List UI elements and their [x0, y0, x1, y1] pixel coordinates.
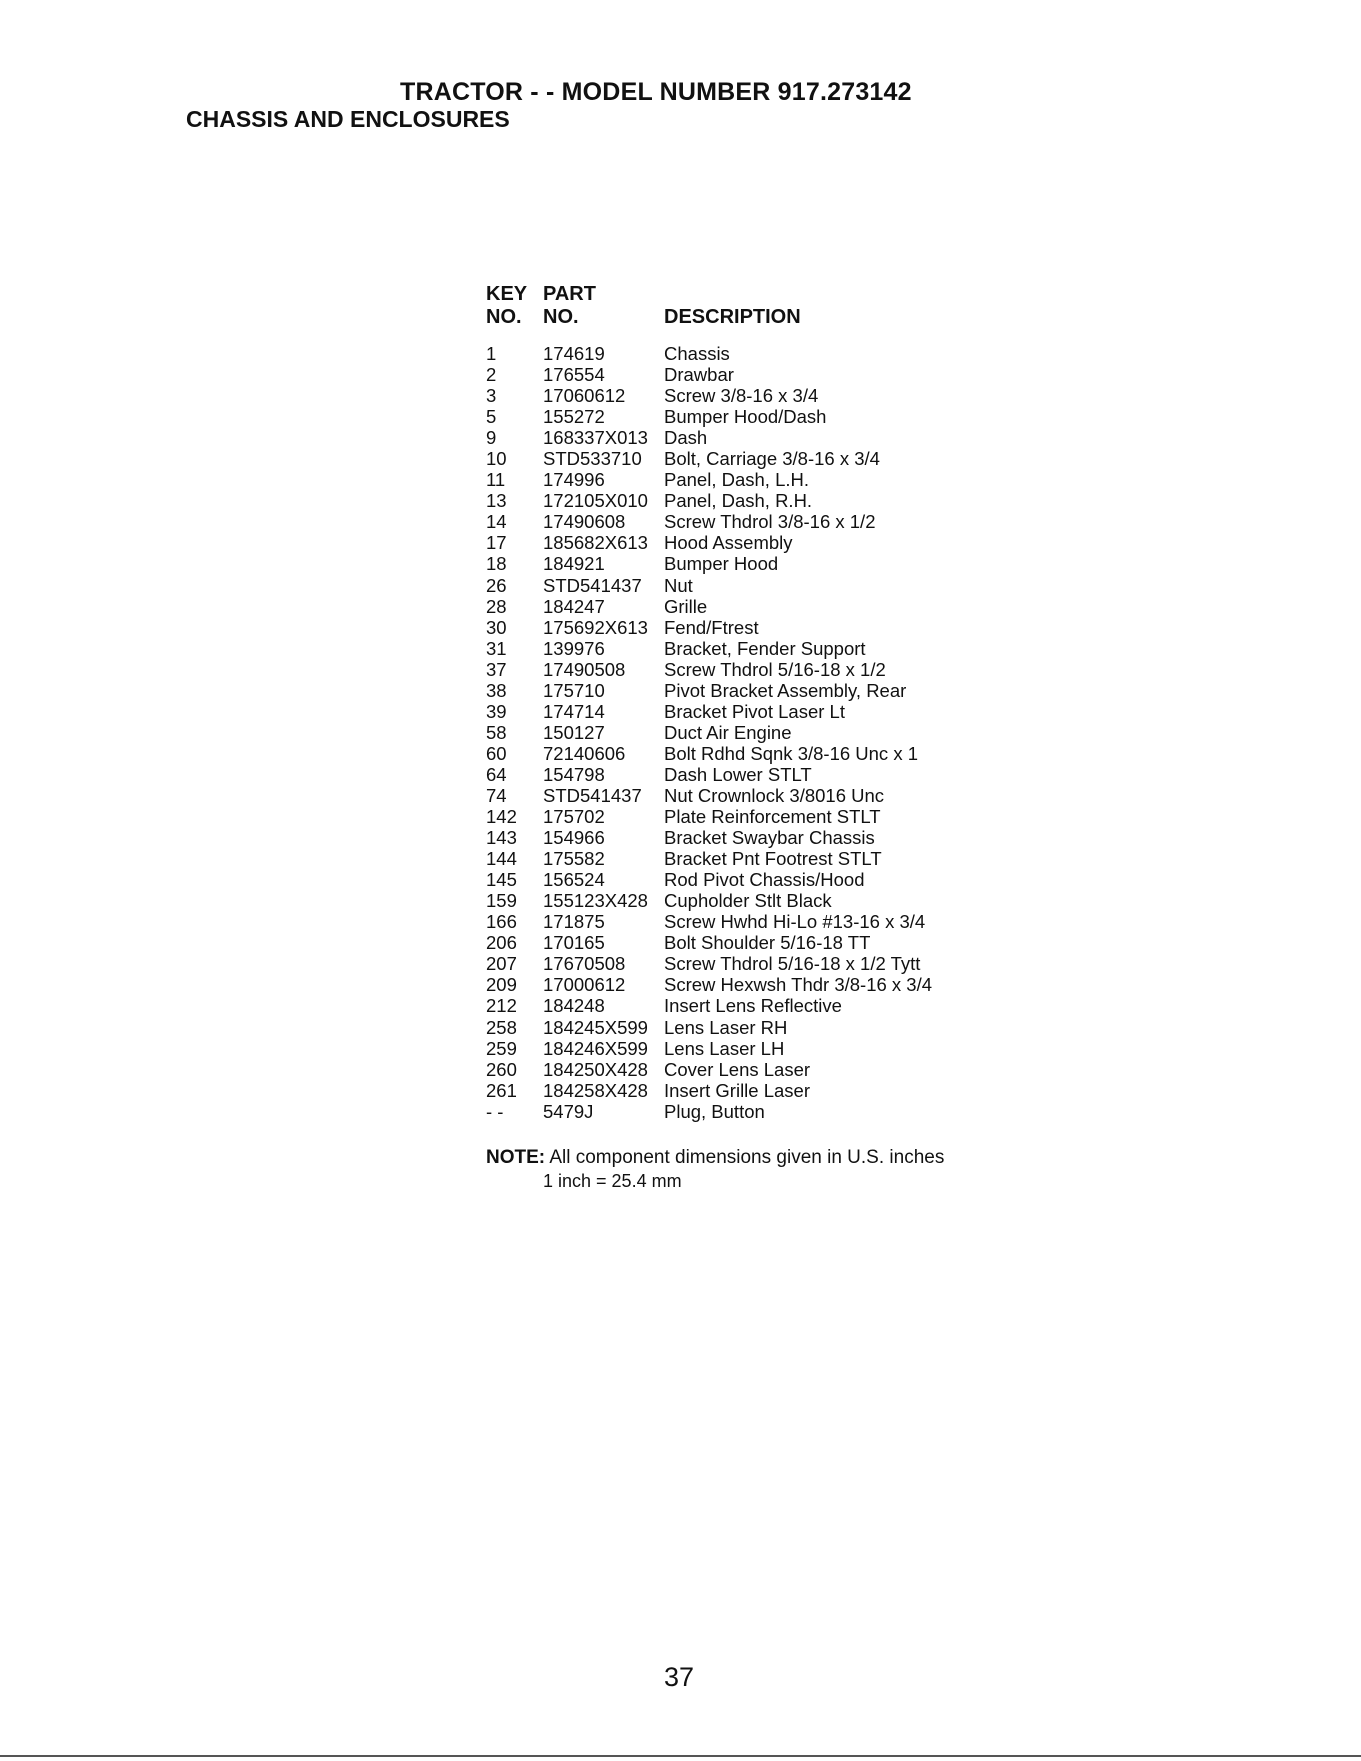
- key-no: 17: [486, 532, 507, 554]
- key-no: 64: [486, 763, 507, 785]
- part-no: 175702: [543, 806, 605, 828]
- part-description: Panel, Dash, L.H.: [664, 469, 809, 491]
- part-no: 184247: [543, 595, 605, 617]
- part-no: STD533710: [543, 448, 642, 470]
- part-no: 184245X599: [543, 1016, 648, 1038]
- column-header-part-line2: NO.: [543, 306, 579, 328]
- key-no: 30: [486, 616, 507, 638]
- part-no: 155272: [543, 406, 605, 428]
- key-no: 166: [486, 911, 517, 933]
- key-no: 212: [486, 995, 517, 1017]
- part-no: 171875: [543, 911, 605, 933]
- part-no: 17670508: [543, 953, 626, 975]
- key-no: 18: [486, 553, 507, 575]
- key-no: 259: [486, 1037, 517, 1059]
- part-no: 175692X613: [543, 616, 648, 638]
- key-no: 209: [486, 974, 517, 996]
- part-description: Bracket Pivot Laser Lt: [664, 700, 845, 722]
- key-no: 1: [486, 343, 497, 364]
- part-no: 184258X428: [543, 1079, 648, 1101]
- part-no: 17490608: [543, 511, 626, 533]
- part-description: Dash Lower STLT: [664, 763, 812, 785]
- page-title: TRACTOR - - MODEL NUMBER 917.273142: [400, 78, 912, 106]
- key-no: 26: [486, 574, 507, 596]
- key-no: 145: [486, 869, 517, 891]
- part-description: Bolt, Carriage 3/8-16 x 3/4: [664, 448, 880, 470]
- part-no: 175710: [543, 679, 605, 701]
- key-no: 31: [486, 637, 507, 659]
- part-description: Fend/Ftrest: [664, 616, 759, 638]
- part-no: 184246X599: [543, 1037, 648, 1059]
- column-header-key-line1: KEY: [486, 283, 528, 305]
- key-no: 58: [486, 721, 507, 743]
- key-no: 159: [486, 890, 517, 912]
- part-description: Cover Lens Laser: [664, 1058, 811, 1080]
- part-no: 72140606: [543, 742, 626, 764]
- bottom-rule: [0, 1755, 1361, 1757]
- part-no: 174714: [543, 700, 605, 722]
- part-description: Nut Crownlock 3/8016 Unc: [664, 784, 885, 806]
- key-no: 37: [486, 658, 507, 680]
- part-description: Hood Assembly: [664, 532, 793, 554]
- part-no: 174619: [543, 343, 605, 364]
- column-header-part-line1: PART: [543, 283, 596, 305]
- key-no: 38: [486, 679, 507, 701]
- key-no: 14: [486, 511, 507, 533]
- part-no: STD541437: [543, 784, 642, 806]
- part-description: Bracket Pnt Footrest STLT: [664, 848, 882, 870]
- part-description: Insert Lens Reflective: [664, 995, 842, 1017]
- part-no: 154798: [543, 763, 605, 785]
- part-description: Bumper Hood: [664, 553, 779, 575]
- part-no: 154966: [543, 827, 605, 849]
- note: [486, 1147, 944, 1169]
- part-no: 184248: [543, 995, 605, 1017]
- note-label: NOTE:: [486, 1147, 546, 1168]
- part-description: Screw 3/8-16 x 3/4: [664, 385, 819, 407]
- key-no: 206: [486, 932, 517, 954]
- part-description: Screw Hwhd Hi-Lo #13-16 x 3/4: [664, 911, 926, 933]
- key-no: 13: [486, 490, 507, 512]
- part-description: Plate Reinforcement STLT: [664, 806, 881, 828]
- part-description: Panel, Dash, R.H.: [664, 490, 813, 512]
- part-description: Rod Pivot Chassis/Hood: [664, 869, 865, 891]
- key-no: 2: [486, 364, 497, 386]
- key-no: 260: [486, 1058, 517, 1080]
- key-no: - -: [486, 1100, 504, 1122]
- part-description: Cupholder Stlt Black: [664, 890, 832, 912]
- part-description: Bumper Hood/Dash: [664, 406, 827, 428]
- key-no: 60: [486, 742, 507, 764]
- part-no: 17000612: [543, 974, 626, 996]
- note-text: All component dimensions given in U.S. inches: [549, 1147, 945, 1168]
- column-header-description: DESCRIPTION: [664, 306, 801, 328]
- part-description: Lens Laser RH: [664, 1016, 788, 1038]
- part-no: 155123X428: [543, 890, 648, 912]
- part-no: 139976: [543, 637, 605, 659]
- part-description: Nut: [664, 574, 693, 596]
- key-no: 9: [486, 427, 497, 449]
- part-no: 168337X013: [543, 427, 648, 449]
- part-description: Chassis: [664, 343, 730, 364]
- key-no: 207: [486, 953, 517, 975]
- part-description: Screw Thdrol 5/16-18 x 1/2: [664, 658, 886, 680]
- part-description: Bracket Swaybar Chassis: [664, 827, 875, 849]
- part-no: 184250X428: [543, 1058, 648, 1080]
- part-no: 17490508: [543, 658, 626, 680]
- part-description: Lens Laser LH: [664, 1037, 785, 1059]
- part-description: Dash: [664, 427, 708, 449]
- part-no: 184921: [543, 553, 605, 575]
- part-no: 176554: [543, 364, 605, 386]
- part-no: 17060612: [543, 385, 626, 407]
- section-title: CHASSIS AND ENCLOSURES: [186, 106, 510, 132]
- part-description: Bolt Shoulder 5/16-18 TT: [664, 932, 871, 954]
- part-no: 170165: [543, 932, 605, 954]
- page-number: 37: [664, 1662, 695, 1692]
- key-no: 11: [486, 469, 506, 491]
- key-no: 261: [486, 1079, 517, 1101]
- part-description: Bracket, Fender Support: [664, 637, 866, 659]
- key-no: 5: [486, 406, 497, 428]
- part-description: Grille: [664, 595, 708, 617]
- part-no: 175582: [543, 848, 605, 870]
- part-no: 174996: [543, 469, 605, 491]
- part-no: 150127: [543, 721, 605, 743]
- part-description: Drawbar: [664, 364, 734, 386]
- part-description: Plug, Button: [664, 1100, 765, 1122]
- key-no: 74: [486, 784, 507, 806]
- part-description: Pivot Bracket Assembly, Rear: [664, 679, 907, 701]
- part-no: 5479J: [543, 1100, 594, 1122]
- key-no: 258: [486, 1016, 517, 1038]
- key-no: 39: [486, 700, 507, 722]
- key-no: 143: [486, 827, 517, 849]
- part-description: Screw Thdrol 5/16-18 x 1/2 Tytt: [664, 953, 921, 975]
- key-no: 3: [486, 385, 497, 407]
- note-conversion: 1 inch = 25.4 mm: [543, 1171, 682, 1191]
- key-no: 10: [486, 448, 507, 470]
- part-description: Duct Air Engine: [664, 721, 792, 743]
- key-no: 28: [486, 595, 507, 617]
- part-description: Screw Thdrol 3/8-16 x 1/2: [664, 511, 876, 533]
- part-description: Bolt Rdhd Sqnk 3/8-16 Unc x 1: [664, 742, 919, 764]
- part-no: 172105X010: [543, 490, 648, 512]
- part-no: 156524: [543, 869, 605, 891]
- part-description: Insert Grille Laser: [664, 1079, 810, 1101]
- column-header-key-line2: NO.: [486, 306, 522, 328]
- part-description: Screw Hexwsh Thdr 3/8-16 x 3/4: [664, 974, 933, 996]
- key-no: 142: [486, 806, 517, 828]
- key-no: 144: [486, 848, 517, 870]
- part-no: 185682X613: [543, 532, 648, 554]
- part-no: STD541437: [543, 574, 642, 596]
